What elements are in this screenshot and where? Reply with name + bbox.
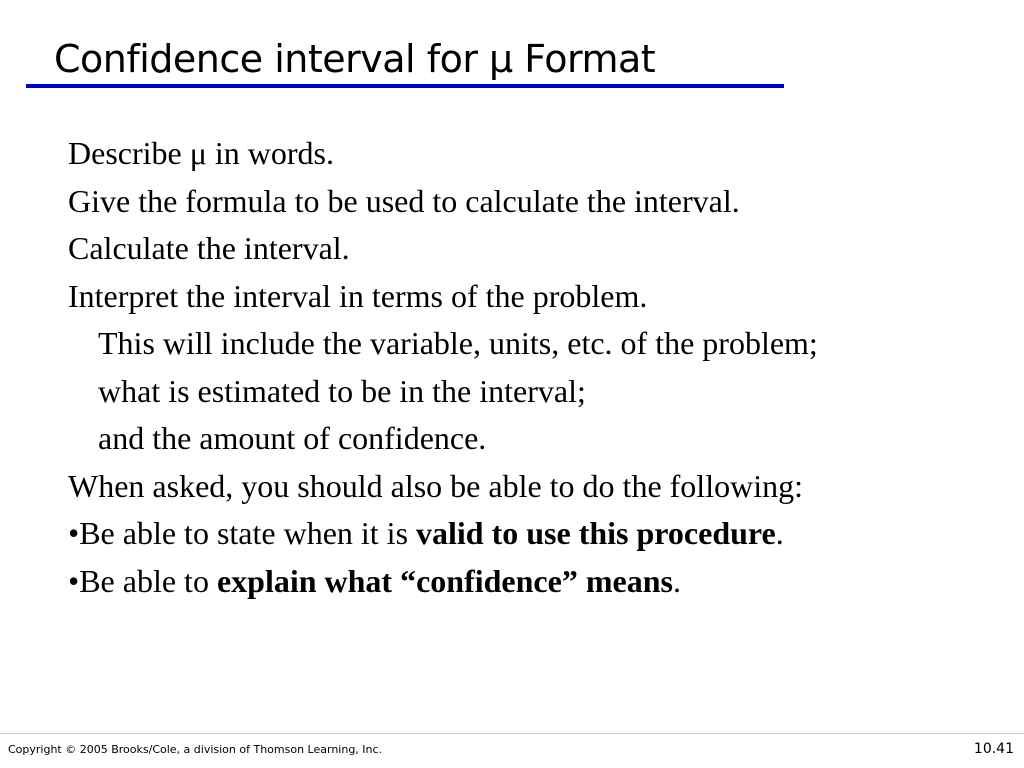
bullet-text-bold: valid to use this procedure [416,515,776,551]
slide-number: 10.41 [973,741,1014,757]
slide-title: Confidence interval for μ Format [54,37,656,81]
footer-copyright: Copyright © 2005 Brooks/Cole, a division of Thomson Learning, Inc. [8,743,383,756]
bullet-text-before: Be able to state when it is [79,515,417,551]
bullet-text-after: . [672,562,681,599]
bullet-text-bold: explain what “confidence” means [216,562,673,599]
text-line-amount-confidence: and the amount of confidence. [98,420,487,456]
text-line-interpret: Interpret the interval in terms of the problem. [68,277,648,314]
text-line-calculate: Calculate the interval. [68,230,350,266]
bullet-icon: • [68,562,80,599]
bullet-item-valid-procedure [68,510,1008,558]
slide-body [68,130,1008,605]
text-line-what-estimated: what is estimated to be in the interval; [98,372,586,409]
text-line-when-asked: When asked, you should also be able to do the following: [68,467,803,504]
text-line-give-formula: Give the formula to be used to calculate the interval. [68,182,740,219]
footer-divider [0,733,1024,734]
bullet-text-before: Be able to [79,562,217,599]
bullet-icon: • [68,515,80,551]
bullet-text-after: . [775,515,784,551]
bullet-item-explain-confidence [68,558,1008,606]
text-line-include-variable: This will include the variable, units, etc. of the problem; [98,325,818,361]
text-line-describe-mu: Describe μ in words. [68,135,334,171]
title-underline [26,84,784,88]
